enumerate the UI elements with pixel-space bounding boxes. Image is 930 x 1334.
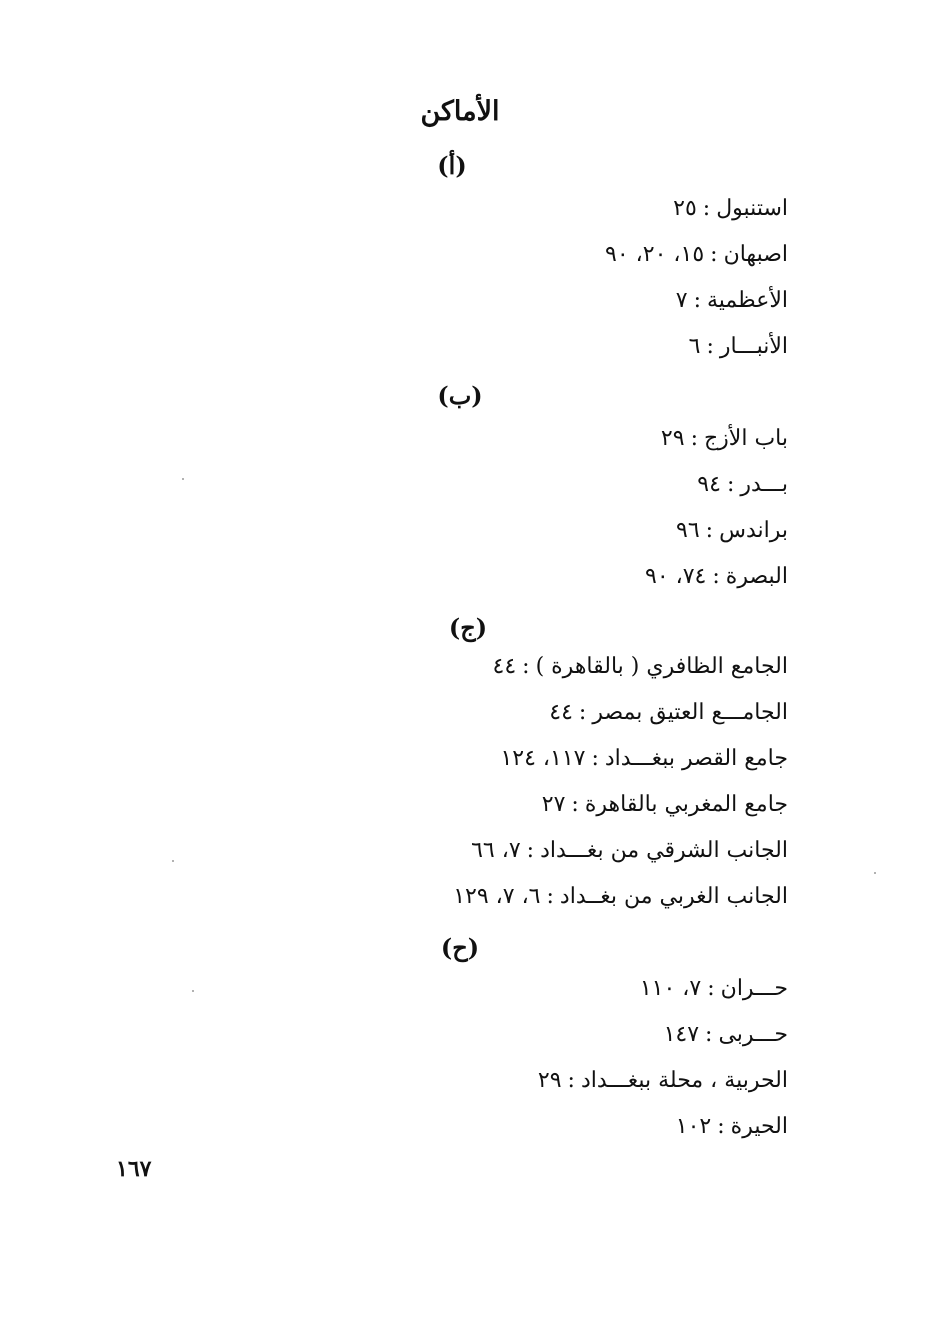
page-refs: ٧٤، ٩٠ <box>645 564 707 589</box>
place-name: الحيرة <box>730 1114 788 1139</box>
page-title: الأماكن <box>420 96 500 127</box>
place-name: الحربية ، محلة ببغـــداد <box>580 1068 788 1093</box>
page-refs: ٧، ٦٦ <box>471 838 521 863</box>
place-name: بـــدر <box>740 472 788 497</box>
scan-speck <box>172 860 174 862</box>
index-entry: استنبول:٢٥ <box>673 196 788 221</box>
place-name: الجامـــع العتيق بمصر <box>592 700 788 725</box>
index-entry: بـــدر:٩٤ <box>697 472 788 497</box>
index-entry: البصرة:٧٤، ٩٠ <box>645 564 788 589</box>
index-entry: الأعظمية:٧ <box>675 288 788 313</box>
index-entry: اصبهان:١٥، ٢٠، ٩٠ <box>605 242 788 267</box>
index-entry: باب الأزج:٢٩ <box>660 426 788 451</box>
page-refs: ٢٥ <box>673 196 697 221</box>
place-name: الجانب الغربي من بغــداد <box>559 884 788 909</box>
place-name: الجانب الشرقي من بغـــداد <box>540 838 788 863</box>
page-refs: ٢٧ <box>541 792 566 817</box>
index-entry: جامع القصر ببغـــداد:١١٧، ١٢٤ <box>500 746 788 771</box>
index-entry: حـــربى:١٤٧ <box>663 1022 788 1047</box>
index-entry: الجانب الشرقي من بغـــداد:٧، ٦٦ <box>471 838 788 863</box>
page-refs: ١٠٢ <box>675 1114 712 1139</box>
place-name: الأنبـــار <box>719 334 788 359</box>
page-refs: ٩٤ <box>697 472 721 497</box>
place-name: اصبهان <box>723 242 788 267</box>
index-entry: الجانب الغربي من بغــداد:٦، ٧، ١٢٩ <box>453 884 788 909</box>
page-refs: ٤٤ <box>549 700 573 725</box>
place-name: جامع المغربي بالقاهرة <box>584 792 788 817</box>
scan-speck <box>182 478 184 480</box>
page-refs: ٧ <box>675 288 688 313</box>
place-name: الأعظمية <box>707 288 788 313</box>
index-entry: جامع المغربي بالقاهرة:٢٧ <box>541 792 788 817</box>
place-name: الجامع الظافري ( بالقاهرة ) <box>535 654 788 679</box>
page-number: ١٦٧ <box>116 1156 152 1182</box>
place-name: حـــران <box>720 976 788 1001</box>
scan-speck <box>874 872 876 874</box>
place-name: حـــربى <box>718 1022 788 1047</box>
index-entry: براندس:٩٦ <box>676 518 788 543</box>
page-refs: ٢٩ <box>537 1068 562 1093</box>
index-entry: الحربية ، محلة ببغـــداد:٢٩ <box>537 1068 788 1093</box>
section-letter-ha: (ح) <box>440 933 480 962</box>
page-refs: ٩٦ <box>676 518 700 543</box>
section-letter-jim: (ج) <box>448 613 488 642</box>
index-entry: الجامع الظافري ( بالقاهرة ):٤٤ <box>492 654 788 679</box>
index-entry: حـــران:٧، ١١٠ <box>639 976 788 1001</box>
scan-speck <box>192 990 194 992</box>
place-name: استنبول <box>716 196 788 221</box>
page-refs: ٢٩ <box>660 426 685 451</box>
page-refs: ٧، ١١٠ <box>639 976 702 1001</box>
index-entry: الأنبـــار:٦ <box>688 334 788 359</box>
section-letter-alif: (أ) <box>437 151 467 180</box>
index-entry: الجامـــع العتيق بمصر:٤٤ <box>549 700 788 725</box>
page-refs: ٦ <box>688 334 701 359</box>
page-refs: ١١٧، ١٢٤ <box>500 746 586 771</box>
section-letter-ba: (ب) <box>437 381 483 410</box>
place-name: البصرة <box>725 564 788 589</box>
page-refs: ١٤٧ <box>663 1022 700 1047</box>
place-name: جامع القصر ببغـــداد <box>604 746 788 771</box>
page-refs: ١٥، ٢٠، ٩٠ <box>605 242 705 267</box>
page-refs: ٦، ٧، ١٢٩ <box>453 884 541 909</box>
place-name: باب الأزج <box>703 426 788 451</box>
page-refs: ٤٤ <box>492 654 517 679</box>
index-entry: الحيرة:١٠٢ <box>675 1114 788 1139</box>
place-name: براندس <box>719 518 788 543</box>
